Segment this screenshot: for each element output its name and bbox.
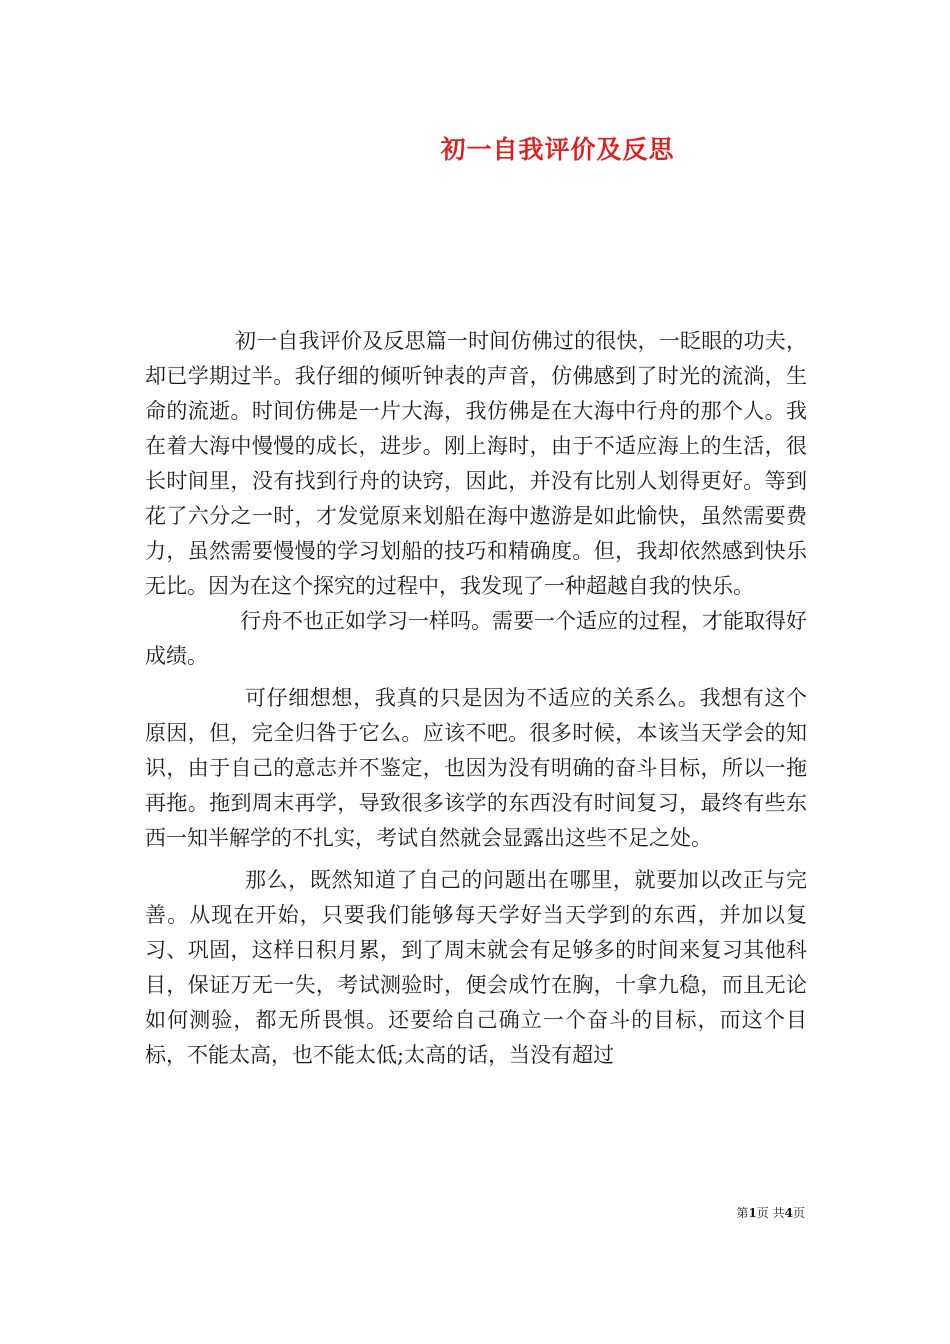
footer-suffix: 页 bbox=[792, 1206, 805, 1220]
page-footer bbox=[0, 1205, 805, 1221]
document-title: 初一自我评价及反思 bbox=[440, 135, 675, 164]
footer-current-page: 1 bbox=[748, 1206, 757, 1220]
paragraph-4: 那么，既然知道了自己的问题出在哪里，就要加以改正与完善。从现在开始，只要我们能够每天学好当天学到的东西，并加以复习、巩固，这样日积月累，到了周末就会有足够多的时间来复习其他科目，保证万无一失，考试测验时，便会成竹在胸，十拿九稳，而且无论如何测验，都无所畏惧。还要给自己确立一个奋斗的目标，而这个目标，不能太高，也不能太低;太高的话，当没有超过 bbox=[145, 868, 807, 1067]
paragraph-1: 初一自我评价及反思篇一时间仿佛过的很快，一眨眼的功夫，却已学期过半。我仔细的倾听钟表的声音，仿佛感到了时光的流淌，生命的流逝。时间仿佛是一片大海，我仿佛是在大海中行舟的那个人。我在着大海中慢慢的成长，进步。刚上海时，由于不适应海上的生活，很长时间里，没有找到行舟的诀窍，因此，并没有比别人划得更好。等到花了六分之一时，才发觉原来划船在海中遨游是如此愉快，虽然需要费力，虽然需要慢慢的学习划船的技巧和精确度。但，我却依然感到快乐无比。因为在这个探究的过程中，我发现了一种超越自我的快乐。 bbox=[145, 329, 807, 598]
document-body bbox=[145, 324, 807, 1073]
paragraph-3: 可仔细想想，我真的只是因为不适应的关系么。我想有这个原因，但，完全归咎于它么。应该不吧。很多时候，本该当天学会的知识，由于自己的意志并不鉴定，也因为没有明确的奋斗目标，所以一拖再拖。拖到周末再学，导致很多该学的东西没有时间复习，最终有些东西一知半解学的不扎实，考试自然就会显露出这些不足之处。 bbox=[145, 686, 807, 850]
footer-middle: 页 共 bbox=[756, 1206, 785, 1220]
footer-total-pages: 4 bbox=[784, 1206, 793, 1220]
paragraph-2: 行舟不也正如学习一样吗。需要一个适应的过程，才能取得好成绩。 bbox=[145, 609, 807, 668]
footer-prefix: 第 bbox=[736, 1206, 749, 1220]
